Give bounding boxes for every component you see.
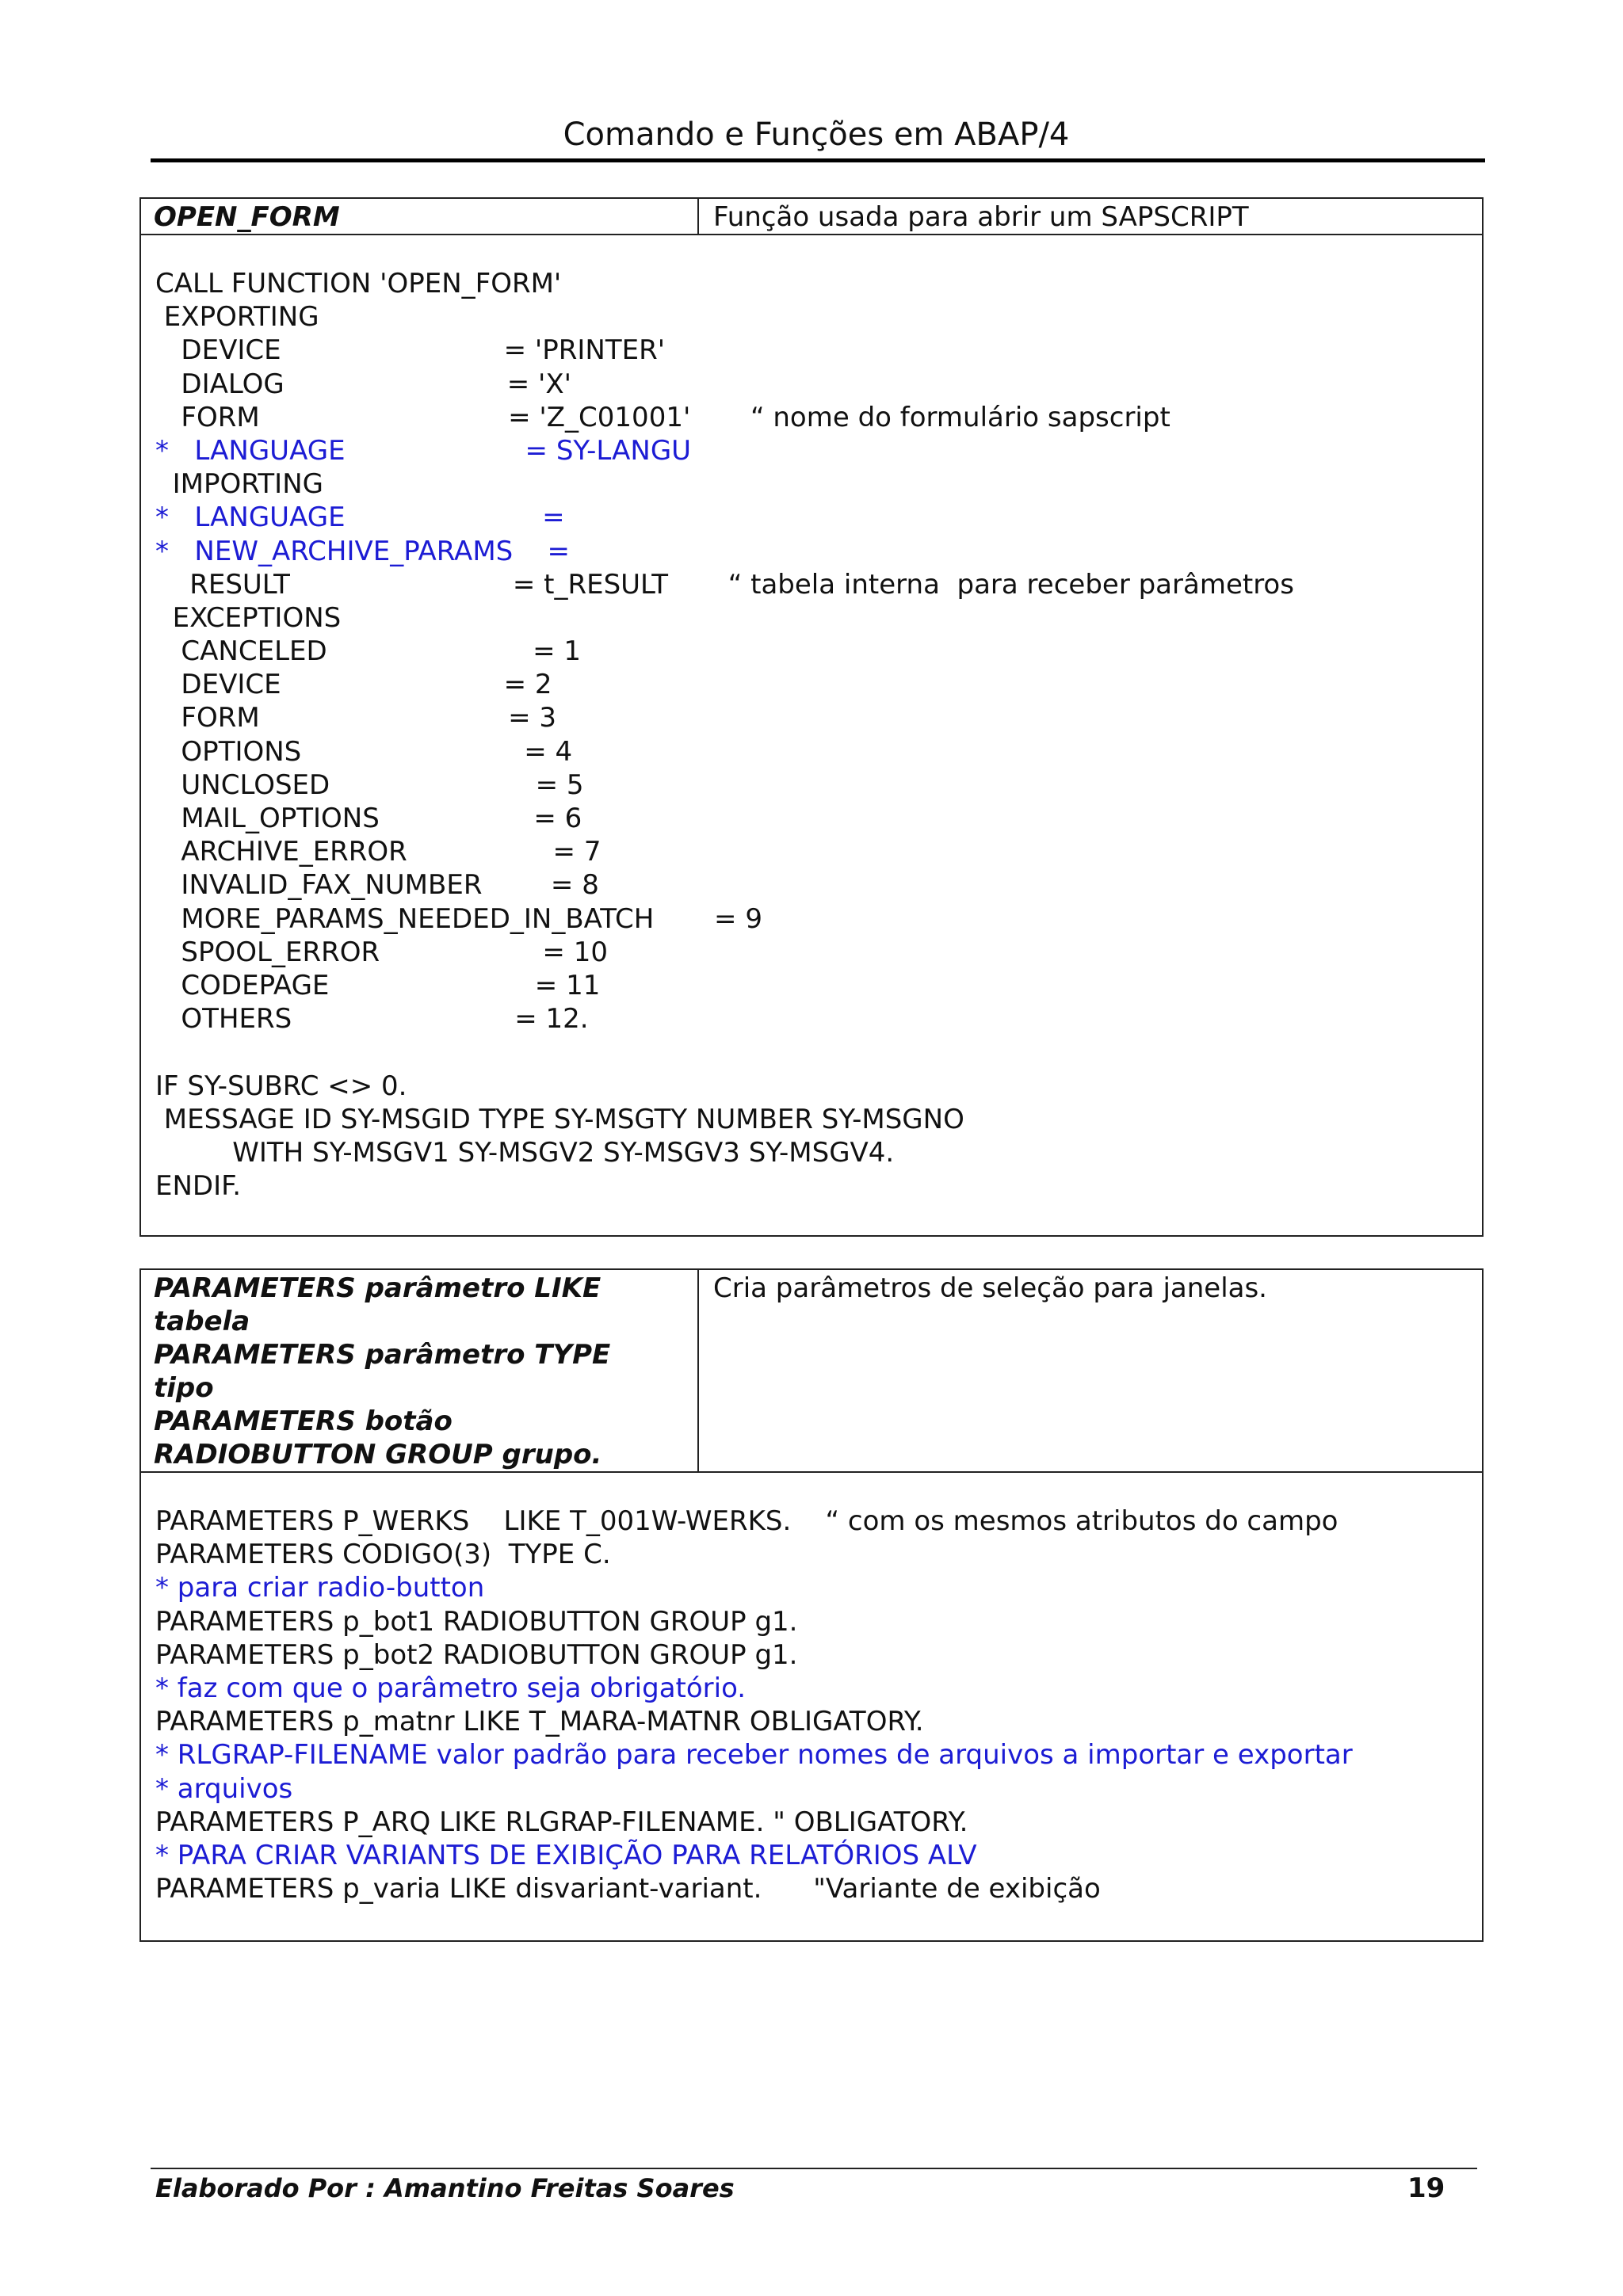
code-line: PARAMETERS p_bot1 RADIOBUTTON GROUP g1. (155, 1605, 798, 1638)
command-description: Função usada para abrir um SAPSCRIPT (713, 201, 1249, 233)
command-name (141, 1270, 699, 1471)
code-line: IF SY-SUBRC <> 0. (155, 1070, 407, 1102)
parameters-section (139, 1268, 1484, 1942)
code-line: SPOOL_ERROR = 10 (155, 936, 608, 968)
code-line: * LANGUAGE = SY-LANGU (155, 434, 692, 467)
code-line: MESSAGE ID SY-MSGID TYPE SY-MSGTY NUMBER SY-MSGNO (155, 1103, 964, 1135)
code-line: PARAMETERS P_ARQ LIKE RLGRAP-FILENAME. " OBLIGATORY. (155, 1806, 968, 1838)
code-line: PARAMETERS p_varia LIKE disvariant-variant. "Variante de exibição (155, 1873, 1101, 1905)
command-line: RADIOBUTTON GROUP grupo. (154, 1439, 602, 1470)
code-line: ARCHIVE_ERROR = 7 (155, 836, 601, 868)
code-line: RESULT = t_RESULT “ tabela interna para receber parâmetros (155, 568, 1294, 601)
footer-divider (151, 2168, 1477, 2169)
code-line: CANCELED = 1 (155, 635, 581, 668)
code-line: EXPORTING (155, 301, 319, 334)
code-line: INVALID_FAX_NUMBER = 8 (155, 869, 599, 902)
code-line: DEVICE = 'PRINTER' (155, 334, 666, 367)
command-line: PARAMETERS parâmetro TYPE (154, 1339, 611, 1371)
command-description: Cria parâmetros de seleção para janelas. (713, 1272, 1267, 1304)
command-line: tabela (154, 1306, 250, 1337)
code-line: * RLGRAP-FILENAME valor padrão para receber nomes de arquivos a importar e exportar (155, 1739, 1353, 1772)
code-line: * arquivos (155, 1772, 293, 1805)
code-line: CALL FUNCTION 'OPEN_FORM' (155, 268, 562, 299)
code-line: OTHERS = 12. (155, 1003, 589, 1035)
code-line: IMPORTING (155, 468, 323, 501)
code-line: CODEPAGE = 11 (155, 969, 601, 1001)
code-line: DEVICE = 2 (155, 669, 552, 701)
command-line: PARAMETERS parâmetro LIKE (154, 1272, 601, 1304)
code-line: PARAMETERS p_bot2 RADIOBUTTON GROUP g1. (155, 1638, 798, 1671)
page-title: Comando e Funções em ABAP/4 (563, 116, 1070, 153)
footer-author: Elaborado Por : Amantino Freitas Soares (155, 2173, 735, 2203)
command-name: OPEN_FORM (141, 199, 699, 234)
code-line: UNCLOSED = 5 (155, 769, 584, 801)
command-line: PARAMETERS botão (154, 1405, 453, 1437)
code-line: * faz com que o parâmetro seja obrigatório. (155, 1672, 747, 1704)
code-line: * PARA CRIAR VARIANTS DE EXIBIÇÃO PARA RELATÓRIOS ALV (155, 1839, 977, 1871)
code-line: EXCEPTIONS (155, 601, 342, 634)
code-line: FORM = 3 (155, 702, 557, 734)
code-line: OPTIONS = 4 (155, 735, 573, 768)
section-header (141, 1270, 1482, 1473)
code-line: MORE_PARAMS_NEEDED_IN_BATCH = 9 (155, 902, 762, 935)
code-line: MAIL_OPTIONS = 6 (155, 803, 582, 834)
code-line: ENDIF. (155, 1170, 242, 1203)
code-line: * NEW_ARCHIVE_PARAMS = (155, 535, 570, 567)
code-block (141, 235, 1482, 1203)
command-line: tipo (154, 1372, 214, 1404)
code-line: WITH SY-MSGV1 SY-MSGV2 SY-MSGV3 SY-MSGV4. (155, 1136, 895, 1169)
code-line (155, 1035, 1469, 1069)
code-line: DIALOG = 'X' (155, 368, 572, 400)
code-line: * LANGUAGE = (155, 502, 565, 534)
code-block (141, 1473, 1482, 1905)
code-line: PARAMETERS CODIGO(3) TYPE C. (155, 1539, 611, 1571)
code-line: * para criar radio-button (155, 1572, 485, 1604)
code-line: PARAMETERS p_matnr LIKE T_MARA-MATNR OBLIGATORY. (155, 1706, 924, 1738)
code-line: PARAMETERS P_WERKS LIKE T_001W-WERKS. “ com os mesmos atributos do campo (155, 1505, 1338, 1537)
open-form-section (139, 197, 1484, 1237)
page-number: 19 (1407, 2172, 1445, 2204)
section-header (141, 199, 1482, 235)
header-divider (151, 158, 1485, 162)
code-line: FORM = 'Z_C01001' “ nome do formulário sapscript (155, 401, 1170, 433)
